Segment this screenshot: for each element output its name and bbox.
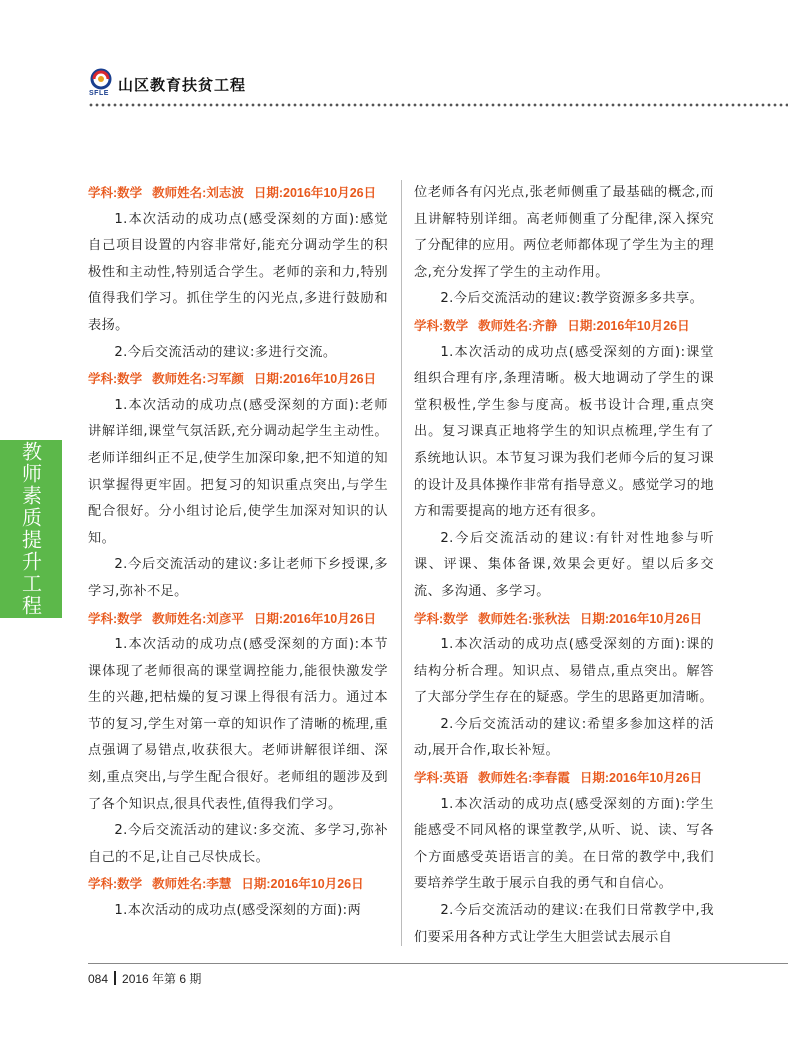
meta-subject: 学科:数学 xyxy=(88,611,143,626)
paragraph: 2.今后交流活动的建议:有针对性地参与听课、评课、集体备课,效果会更好。望以后多交流、多沟通、多学习。 xyxy=(414,530,714,599)
entry-meta-line xyxy=(88,180,388,207)
logo-text: SFLE xyxy=(89,90,109,97)
paragraph: 1.本次活动的成功点(感受深刻的方面):学生能感受不同风格的课堂教学,从听、说、读、写各个方面感受英语语言的美。在日常的教学中,我们要培养学生敢于展示自我的勇气和自信心。 xyxy=(414,796,714,892)
column-divider xyxy=(401,180,402,946)
footer-separator xyxy=(114,971,116,985)
side-tab-label: 教师素质提升工程 xyxy=(18,441,43,617)
page-footer xyxy=(88,970,201,987)
paragraph: 2.今后交流活动的建议:教学资源多多共享。 xyxy=(440,291,704,307)
paragraph: 1.本次活动的成功点(感受深刻的方面):课的结构分析合理。知识点、易错点,重点突出。解答了大部分学生存在的疑惑。学生的思路更加清晰。 xyxy=(414,637,714,706)
meta-date: 日期:2016年10月26日 xyxy=(253,611,377,626)
entry-meta-line xyxy=(88,606,388,633)
meta-teacher: 教师姓名:李春霞 xyxy=(478,771,570,786)
header-title: 山区教育扶贫工程 xyxy=(118,76,247,94)
paragraph: 2.今后交流活动的建议:多进行交流。 xyxy=(114,344,337,360)
paragraph: 2.今后交流活动的建议:多交流、多学习,弥补自己的不足,让自己尽快成长。 xyxy=(88,823,388,865)
left-column xyxy=(88,180,388,925)
meta-date: 日期:2016年10月26日 xyxy=(567,318,690,333)
entry-meta-line xyxy=(88,366,388,393)
meta-subject: 学科:数学 xyxy=(88,877,143,892)
meta-teacher: 教师姓名:李慧 xyxy=(152,877,232,892)
meta-subject: 学科:数学 xyxy=(414,611,469,626)
meta-date: 日期:2016年10月26日 xyxy=(579,771,703,786)
meta-teacher: 教师姓名:齐静 xyxy=(478,318,558,333)
paragraph: 1.本次活动的成功点(感受深刻的方面):本节课体现了老师很高的课堂调控能力,能很快激发学生的兴趣,把枯燥的复习课上得很有活力。通过本节的复习,学生对第一章的知识作了清晰的梳理,重点强调了易错点,收获很大。老师讲解很详细、深刻,重点突出,与学生配合很好。老师组的题涉及到了各个知识点,很具代表性,值得我们学习。 xyxy=(88,637,388,812)
entry-meta-line xyxy=(414,313,714,340)
meta-date: 日期:2016年10月26日 xyxy=(579,611,703,626)
meta-date: 日期:2016年10月26日 xyxy=(253,186,377,200)
continued-paragraph: 位老师各有闪光点,张老师侧重了最基础的概念,而且讲解特别详细。高老师侧重了分配律,深入探究了分配律的应用。两位老师都体现了学生为主的理念,充分发挥了学生的主动作用。 xyxy=(414,185,714,280)
meta-teacher: 教师姓名:习军颜 xyxy=(152,372,244,387)
entry-meta-line xyxy=(88,871,388,898)
meta-teacher: 教师姓名:张秋法 xyxy=(478,611,570,626)
paragraph: 2.今后交流活动的建议:多让老师下乡授课,多学习,弥补不足。 xyxy=(88,557,388,599)
meta-subject: 学科:数学 xyxy=(414,318,469,333)
paragraph: 1.本次活动的成功点(感受深刻的方面):两 xyxy=(114,903,362,919)
meta-date: 日期:2016年10月26日 xyxy=(241,877,364,892)
paragraph: 1.本次活动的成功点(感受深刻的方面):感觉自己项目设置的内容非常好,能充分调动学生的积极性和主动性,特别适合学生。老师的亲和力,特别值得我们学习。抓住学生的闪光点,多进行鼓励和表扬。 xyxy=(88,211,388,333)
meta-teacher: 教师姓名:刘彦平 xyxy=(152,611,244,626)
paragraph: 1.本次活动的成功点(感受深刻的方面):老师讲解详细,课堂气氛活跃,充分调动起学生主动性。老师详细纠正不足,使学生加深印象,把不知道的知识掌握得更牢固。把复习的知识重点突出,与学生配合很好。分小组讨论后,使学生加深对知识的认知。 xyxy=(88,397,388,546)
footer-rule xyxy=(88,963,788,964)
entry-meta-line xyxy=(414,765,714,792)
entry-meta-line xyxy=(414,606,714,633)
meta-subject: 学科:英语 xyxy=(414,771,469,786)
right-column xyxy=(414,180,714,951)
meta-subject: 学科:数学 xyxy=(88,186,143,200)
issue-label: 2016 年第 6 期 xyxy=(122,972,202,986)
page-number: 084 xyxy=(88,972,109,986)
meta-teacher: 教师姓名:刘志波 xyxy=(152,186,244,200)
meta-subject: 学科:数学 xyxy=(88,372,143,387)
paragraph: 1.本次活动的成功点(感受深刻的方面):课堂组织合理有序,条理清晰。极大地调动了学生的课堂积极性,学生参与度高。板书设计合理,重点突出。复习课真正地将学生的知识点梳理,学生有了系统地认识。本节复习课为我们老师今后的复习课的设计及具体操作非常有指导意义。感觉学习的地方和需要提高的地方还有很多。 xyxy=(414,344,714,520)
paragraph: 2.今后交流活动的建议:在我们日常教学中,我们要采用各种方式让学生大胆尝试去展示自 xyxy=(414,903,714,945)
meta-date: 日期:2016年10月26日 xyxy=(253,372,377,387)
header-dotted-divider xyxy=(88,102,788,108)
side-section-tab xyxy=(0,440,62,618)
paragraph: 2.今后交流活动的建议:希望多参加这样的活动,展开合作,取长补短。 xyxy=(414,716,714,759)
